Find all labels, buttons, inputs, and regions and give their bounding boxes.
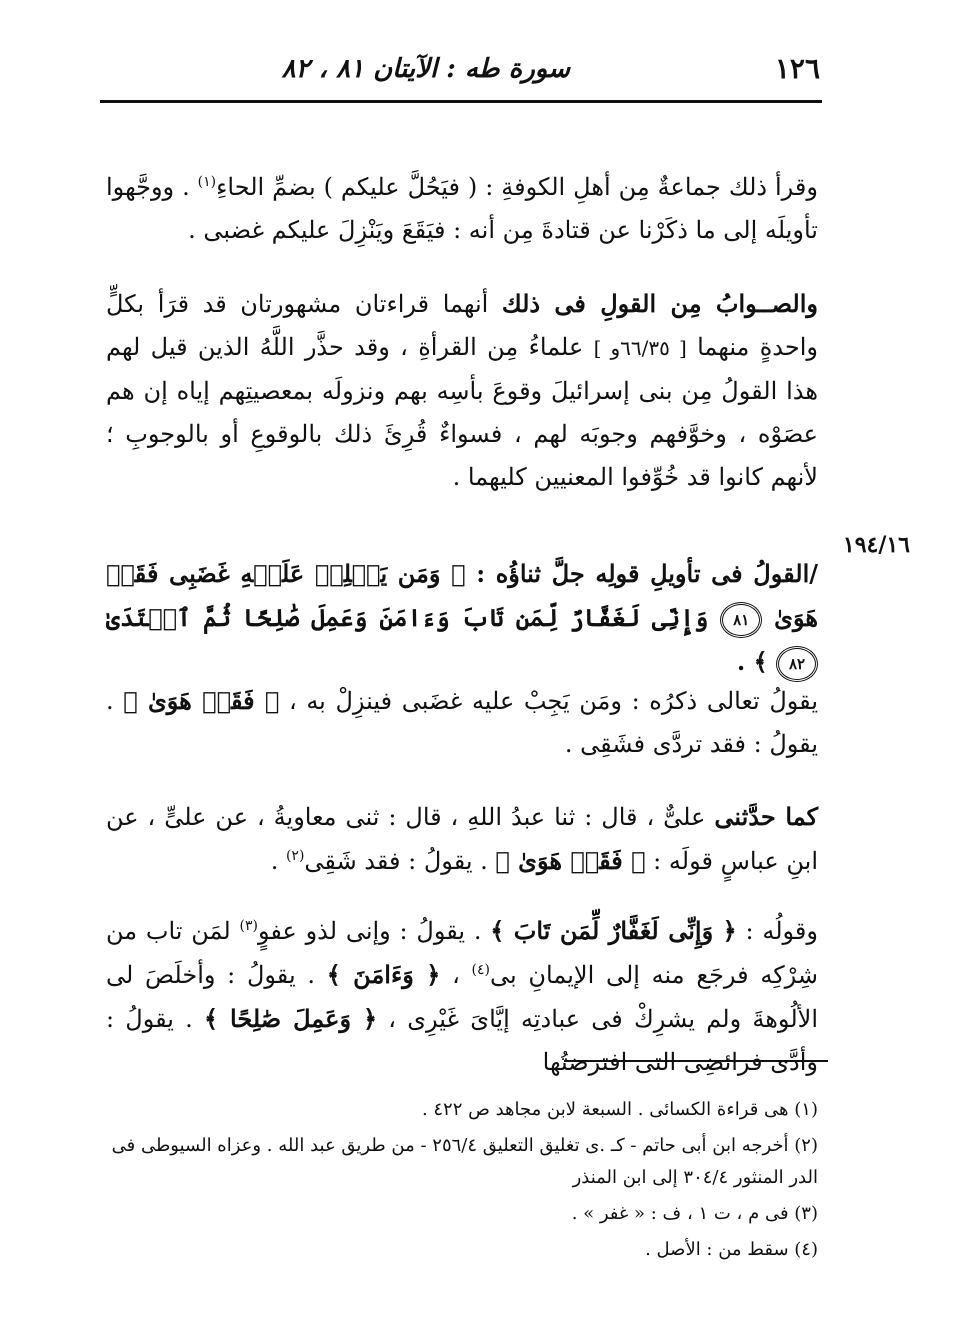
- footnote-marker-3: (٣): [239, 918, 258, 934]
- page-header: [100, 52, 820, 92]
- paragraph-2-text-a: أنهما قراءتان مشهورتان قد قرَأ بكلٍّ واحدةٍ منهما: [106, 290, 819, 361]
- running-head: سورة طه : الآيتان ٨١ ، ٨٢: [281, 54, 570, 84]
- header-rule: [100, 100, 822, 103]
- paragraph-4: [106, 679, 818, 766]
- quran-verse-82: وَإِنِّى لَغَفَّارٌ لِّمَن تَابَ وَءَامَنَ وَعَمِلَ صَٰلِحًا ثُمَّ ٱهۡتَدَىٰ: [106, 603, 721, 632]
- paragraph-4-text-b: . يقولُ : فقد تردَّى فشَقِى .: [106, 687, 818, 758]
- page-number: ١٢٦: [774, 52, 820, 85]
- ayah-81-marker: ٨١: [720, 602, 762, 638]
- paragraph-2: [106, 282, 818, 499]
- paragraph-6-text-a: وقولُه :: [736, 917, 818, 945]
- quran-quote: ﴿ فَقَدۡ هَوَىٰ ﴾: [495, 846, 646, 875]
- paragraph-6-text-e: . يقولُ : وأخلَصَ لى الألُوهةَ ولم يشرِكْ فى عبادتِه إيَّاىَ غَيْرِى ،: [106, 961, 818, 1033]
- paragraph-5: [106, 795, 818, 883]
- quran-verse-81: ﴿ وَمَن يَحۡلِلۡ عَلَيۡهِ غَضَبِى فَقَدۡ هَوَىٰ: [106, 559, 818, 632]
- paragraph-6-text-d: ،: [440, 961, 472, 989]
- manuscript-reference: [ ٦٦/٣٥و ]: [593, 336, 687, 360]
- paragraph-2-lead: والصــوابُ مِن القولِ فى ذلك: [501, 289, 818, 318]
- paragraph-3: [106, 552, 818, 684]
- quran-quote: ﴿ وَعَمِلَ صَٰلِحًا ﴾: [204, 1004, 378, 1033]
- paragraph-1-text-b: . ووجَّهوا تأويلَه إلى ما ذكَرْنا عن قتادةَ مِن أنه : فيَقَعَ ويَنْزِلَ عليكم غضبى .: [106, 173, 818, 244]
- margin-reference: ١٩٤/١٦: [842, 532, 910, 558]
- paragraph-6: [106, 909, 818, 1084]
- paragraph-4-text-a: يقولُ تعالى ذكرُه : ومَن يَجِبْ عليه غضَبى فينزِلْ به ،: [279, 687, 819, 715]
- footnote-separator: [564, 1060, 828, 1062]
- footnote-2: (٢) أخرجه ابن أبى حاتم - كـ .ى تغليق التعليق ٢٥٦/٤ - من طريق عبد الله . وعزاه السيوطى فى الدر المنثور ٣٠٤/٤ إلى ابن المنذر: [111, 1135, 818, 1188]
- footnote-marker-2: (٢): [285, 848, 305, 864]
- paragraph-2-text-b: علماءُ مِن القرأةِ ، وقد حذَّر اللَّهُ الذين قيل لهم هذا القولُ مِن بنى إسرائيلَ وقوعَ بأسِه بهم ونزولَه بمعصيتِهم إياه إن هم عصَوْه ، وخوَّفهم وجوبَه لهم ، فسواءٌ قُرِئَ ذلك بالوقوعِ أو بالوجوبِ ؛ لأنهم كانوا قد خُوِّفوا المعنيين كليهما .: [106, 333, 818, 491]
- quran-quote: ﴿ وَإِنِّى لَغَفَّارٌ لِّمَن تَابَ ﴾: [490, 916, 737, 945]
- footnote-marker-4: (٤): [471, 962, 490, 978]
- paragraph-1: [106, 166, 818, 252]
- paragraph-6-text-b: . يقولُ : وإنى لذو عفوٍ: [257, 917, 491, 945]
- paragraph-5-text-b: . يقولُ : فقد شَقِى: [304, 847, 496, 875]
- footnote-3: (٣) فى م ، ت ١ ، ف : « غفر » .: [571, 1203, 818, 1224]
- footnotes: [106, 1094, 818, 1270]
- paragraph-6-text-f: . يقولُ : وأدَّى فرائضِى التى افترضتُها: [106, 1005, 818, 1076]
- paragraph-6-text-c: لمَن تاب من شِرْكِه فرجَع منه إلى الإيمانِ بى: [106, 917, 818, 989]
- paragraph-5-text-c: .: [270, 847, 286, 875]
- paragraph-5-text-a: علىٌّ ، قال : ثنا عبدُ اللهِ ، قال : ثنى معاويةُ ، عن علىٍّ ، عن ابنِ عباسٍ قولَه :: [106, 803, 818, 875]
- paragraph-5-lead: كما حدَّثنى: [714, 802, 819, 831]
- quran-close-bracket: ﴾ .: [736, 647, 776, 676]
- paragraph-1-text-a: وقرأ ذلك جماعةٌ مِن أهلِ الكوفةِ : ( فيَحُلَّ عليكم ) بضمِّ الحاءِ: [216, 173, 818, 201]
- paragraph-3-lead: /القولُ فى تأويلِ قولِه جلَّ ثناؤُه :: [476, 559, 819, 588]
- ayah-82-marker: ٨٢: [776, 646, 818, 682]
- quran-quote: ﴿ وَءَامَنَ ﴾: [326, 960, 441, 989]
- quran-quote: ﴿ فَقَدۡ هَوَىٰ ﴾: [123, 686, 280, 715]
- footnote-4: (٤) سقط من : الأصل .: [645, 1239, 818, 1260]
- footnote-1: (١) هى قراءة الكسائى . السبعة لابن مجاهد ص ٤٢٢ .: [421, 1099, 818, 1120]
- footnote-marker-1: (١): [197, 174, 217, 190]
